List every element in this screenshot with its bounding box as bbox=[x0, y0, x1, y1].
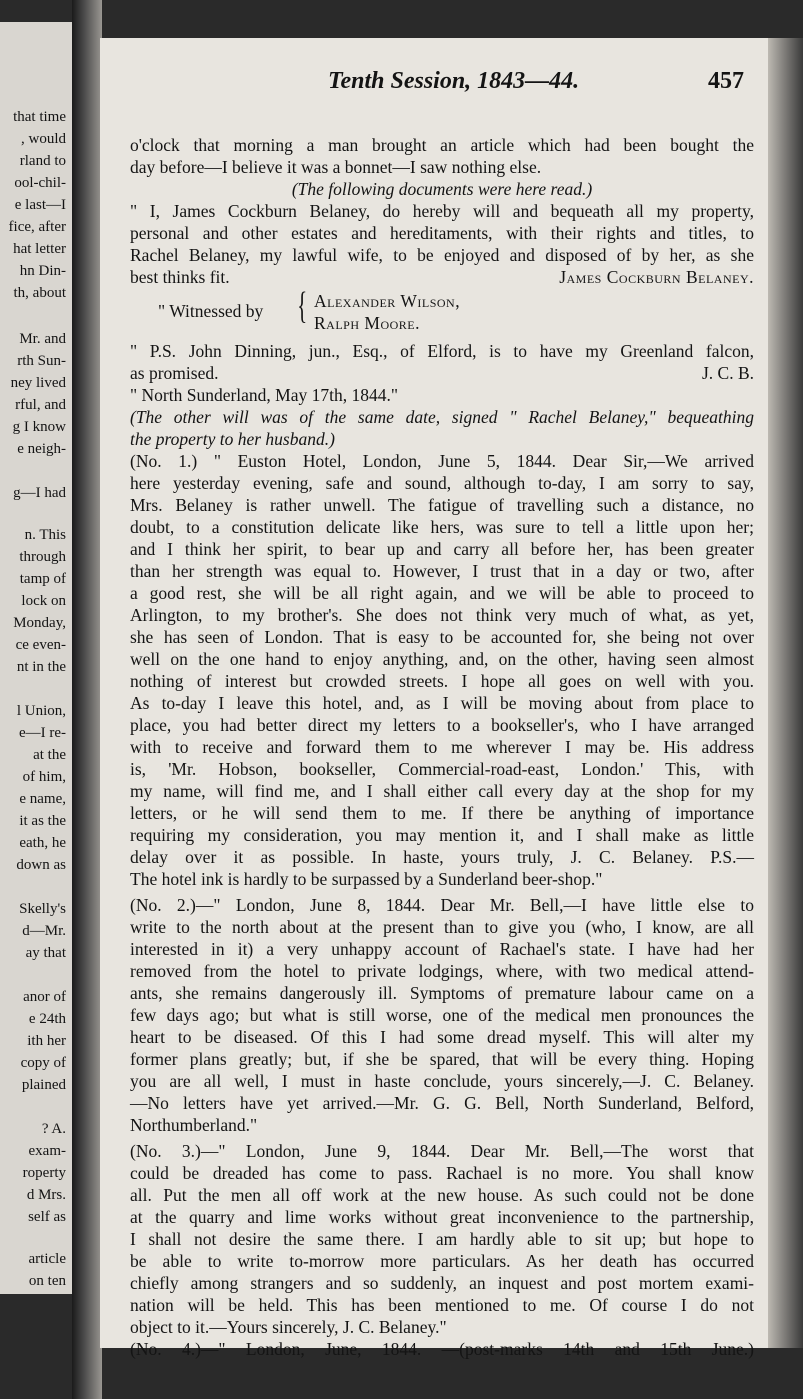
text-line: o'clock that morning a man brought an article which had been bought the bbox=[130, 135, 754, 155]
left-page-line: Mr. and bbox=[19, 331, 66, 347]
page-edge-shadow bbox=[768, 38, 803, 1348]
left-page-line: ? A. bbox=[41, 1121, 66, 1137]
left-page-line: Monday, bbox=[13, 615, 66, 631]
text-line: day before—I believe it was a bonnet—I saw nothing else. bbox=[130, 157, 542, 177]
left-page-line: rland to bbox=[19, 153, 66, 169]
text-line: former plans greatly; but, if she be spared, that will be every thing. Hoping bbox=[130, 1049, 754, 1069]
text-line: few days ago; but what is still worse, one of the medical men pronounces the bbox=[130, 1005, 754, 1025]
left-page-line: fice, after bbox=[8, 219, 66, 235]
left-page-line: e name, bbox=[19, 791, 66, 807]
left-page-line: article bbox=[28, 1251, 66, 1267]
text-line: object to it.—Yours sincerely, J. C. Belaney." bbox=[130, 1317, 447, 1337]
text-line: Northumberland." bbox=[130, 1115, 258, 1135]
text-line: (No. 4.)—" London, June, 1844. —(post-marks 14th and 15th June.) bbox=[130, 1339, 754, 1359]
left-page-line: down as bbox=[16, 857, 66, 873]
text-line: be able to write to-morrow more particulars. As her death has occurred bbox=[130, 1251, 754, 1271]
text-line: and I think her spirit, to bear up and carry all before her, has been greater bbox=[130, 539, 754, 559]
left-page-line: e—I re- bbox=[18, 725, 66, 741]
left-page-line: tamp of bbox=[19, 571, 66, 587]
left-page-line: anor of bbox=[23, 989, 66, 1005]
text-line: a good rest, she will be all right again, and we will be able to proceed to bbox=[130, 583, 754, 603]
text-line: place, you had better direct my letters to a bookseller's, who I have arranged bbox=[130, 715, 754, 735]
left-page-line: l Union, bbox=[16, 703, 66, 719]
left-page-line: hat letter bbox=[13, 241, 66, 257]
left-page-line: n. This bbox=[24, 527, 66, 543]
book-gutter bbox=[72, 0, 102, 1399]
left-page-line: g I know bbox=[12, 419, 66, 435]
left-page-line: of him, bbox=[22, 769, 66, 785]
left-page-line: Skelly's bbox=[19, 901, 66, 917]
text-line: " P.S. John Dinning, jun., Esq., of Elford, is to have my Greenland falcon, bbox=[130, 341, 754, 361]
text-line: well on the one hand to enjoy anything, and, on the other, having seen almost bbox=[130, 649, 754, 669]
brace-glyph: { bbox=[297, 285, 308, 327]
text-line: heart to be diseased. Of this I had some dread myself. This will alter my bbox=[130, 1027, 754, 1047]
left-page-line: ce even- bbox=[15, 637, 66, 653]
text-line: (The other will was of the same date, signed " Rachel Belaney," bequeathing bbox=[130, 407, 754, 427]
left-page-line: on ten bbox=[28, 1273, 66, 1289]
text-line: doubt, to a constitution delicate like hers, was sure to tell a little upon her; bbox=[130, 517, 754, 537]
text-line: is, 'Mr. Hobson, bookseller, Commercial-road-east, London.' This, with bbox=[130, 759, 754, 779]
left-page-line: ney lived bbox=[10, 375, 66, 391]
text-line: (No. 3.)—" London, June 9, 1844. Dear Mr. Bell,—The worst that bbox=[130, 1141, 754, 1161]
left-page-line: g—I had bbox=[13, 485, 66, 501]
page-header bbox=[100, 68, 768, 98]
left-page-line: roperty bbox=[22, 1165, 66, 1181]
witness-name: Alexander Wilson, bbox=[314, 291, 461, 311]
left-page-line: e 24th bbox=[28, 1011, 66, 1027]
left-page-line: hn Din- bbox=[19, 263, 66, 279]
left-page-line: , would bbox=[21, 131, 66, 147]
text-line: best thinks fit. bbox=[130, 267, 230, 287]
text-line: letters, or he will send them to me. If there be anything of importance bbox=[130, 803, 754, 823]
text-line: than her strength was equal to. However, I trust that in a day or two, after bbox=[130, 561, 754, 581]
text-line: she has seen of London. That is easy to be accounted for, she being not over bbox=[130, 627, 754, 647]
text-line: The hotel ink is hardly to be surpassed by a Sunderland beer-shop." bbox=[130, 869, 603, 889]
text-line: requiring my consideration, you may mention it, and I shall make as little bbox=[130, 825, 754, 845]
text-line: " North Sunderland, May 17th, 1844." bbox=[130, 385, 399, 405]
text-line: the property to her husband.) bbox=[130, 429, 335, 449]
left-page-line: nt in the bbox=[16, 659, 66, 675]
left-page-line: through bbox=[19, 549, 66, 565]
text-line: removed from the hotel to private lodgings, where, with two medical attend- bbox=[130, 961, 754, 981]
left-page-line: exam- bbox=[28, 1143, 66, 1159]
left-page-line: it as the bbox=[19, 813, 66, 829]
text-line: (No. 2.)—" London, June 8, 1844. Dear Mr. Bell,—I have little else to bbox=[130, 895, 754, 915]
left-page-line: self as bbox=[28, 1209, 66, 1225]
text-line: Rachel Belaney, my lawful wife, to be enjoyed and disposed of by her, as she bbox=[130, 245, 754, 265]
left-page-line: plained bbox=[21, 1077, 66, 1093]
left-page-line: d—Mr. bbox=[22, 923, 66, 939]
text-line: (The following documents were here read.) bbox=[291, 179, 593, 199]
text-line: (No. 1.) " Euston Hotel, London, June 5, 1844. Dear Sir,—We arrived bbox=[130, 451, 754, 471]
initials: J. C. B. bbox=[701, 363, 754, 383]
left-page-line: d Mrs. bbox=[26, 1187, 66, 1203]
left-page-line: rful, and bbox=[15, 397, 66, 413]
text-line: you are all well, I must in haste conclude, yours sincerely,—J. C. Belaney. bbox=[130, 1071, 754, 1091]
left-page-line: ool-chil- bbox=[14, 175, 66, 191]
text-line: could be dreaded has come to pass. Rachael is no more. You shall know bbox=[130, 1163, 754, 1183]
text-line: at the quarry and lime works without great inconvenience to the partnership, bbox=[130, 1207, 754, 1227]
page-number: 457 bbox=[708, 68, 744, 94]
left-page-fragment bbox=[0, 22, 72, 1294]
left-page-line: that time bbox=[13, 109, 66, 125]
witness-name: Ralph Moore. bbox=[314, 313, 420, 333]
running-head: Tenth Session, 1843—44. bbox=[328, 68, 580, 94]
text-line: I shall not desire the same there. I am hardly able to sit up; but hope to bbox=[130, 1229, 754, 1249]
left-page-line: e neigh- bbox=[17, 441, 66, 457]
text-line: personal and other estates and hereditaments, with their rights and titles, to bbox=[130, 223, 754, 243]
text-line: —No letters have yet arrived.—Mr. G. G. Bell, North Sunderland, Belford, bbox=[130, 1093, 754, 1113]
right-page bbox=[100, 38, 768, 1359]
text-line: Mrs. Belaney is rather unwell. The fatigue of travelling such a distance, no bbox=[130, 495, 754, 515]
left-page-line: th, about bbox=[13, 285, 66, 301]
signature: James Cockburn Belaney. bbox=[559, 267, 754, 287]
left-page-line: eath, he bbox=[19, 835, 66, 851]
left-page-line: ith her bbox=[27, 1033, 66, 1049]
text-line: Arlington, to my brother's. She does not think very much of what, as yet, bbox=[130, 605, 754, 625]
text-line: nation will be held. This has been mentioned to me. Of course I do not bbox=[130, 1295, 754, 1315]
left-page-line: at the bbox=[33, 747, 66, 763]
left-page-line: copy of bbox=[20, 1055, 66, 1071]
left-page-line: e last—I bbox=[14, 197, 66, 213]
text-line: here yesterday evening, safe and sound, although to-day, I am sorry to say, bbox=[130, 473, 754, 493]
text-line: " I, James Cockburn Belaney, do hereby will and bequeath all my property, bbox=[130, 201, 754, 221]
left-page-line: lock on bbox=[21, 593, 66, 609]
text-line: nothing of interest but crowded streets. I hope all goes on well with you. bbox=[130, 671, 754, 691]
text-line: chiefly among strangers and so suddenly, an inquest and post mortem exami- bbox=[130, 1273, 754, 1293]
witness-label: " Witnessed by bbox=[158, 301, 264, 321]
text-line: delay over it as possible. In haste, yours truly, J. C. Belaney. P.S.— bbox=[130, 847, 754, 867]
text-line: As to-day I leave this hotel, and, as I will be moving about from place to bbox=[130, 693, 754, 713]
text-line: ants, she remains dangerously ill. Symptoms of premature labour came on a bbox=[130, 983, 754, 1003]
left-page-line: rth Sun- bbox=[17, 353, 66, 369]
text-line: as promised. bbox=[130, 363, 219, 383]
left-page-line: ay that bbox=[25, 945, 66, 961]
text-line: interested in it) a very unhappy account of Rachael's state. I have had her bbox=[130, 939, 754, 959]
text-line: my name, will find me, and I shall either call every day at the shop for my bbox=[130, 781, 754, 801]
text-line: write to the north about at the present than to give you (who, I know, are all bbox=[130, 917, 754, 937]
text-line: with to receive and forward them to me wherever I may be. His address bbox=[130, 737, 754, 757]
text-line: all. Put the men all off work at the new house. As such could not be done bbox=[130, 1185, 754, 1205]
